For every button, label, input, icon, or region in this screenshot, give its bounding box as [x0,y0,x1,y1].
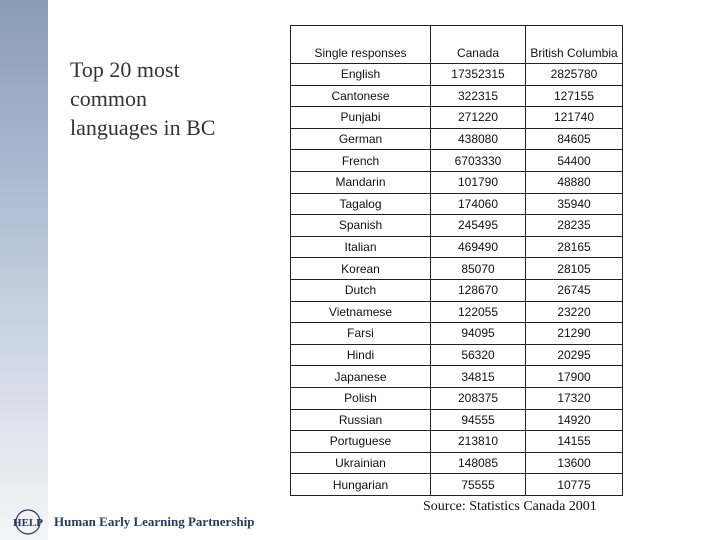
canada-count-cell: 94095 [431,323,526,345]
bc-count-cell: 28165 [526,236,623,258]
table-row [291,387,623,409]
bc-count-cell: 48880 [526,171,623,193]
canada-count-cell: 34815 [431,366,526,388]
canada-count-cell: 245495 [431,215,526,237]
table-row [291,323,623,345]
bc-count-cell: 35940 [526,193,623,215]
language-cell: Russian [291,409,431,431]
table-row [291,258,623,280]
canada-count-cell: 94555 [431,409,526,431]
bc-count-cell: 28105 [526,258,623,280]
bc-count-cell: 21290 [526,323,623,345]
table-row [291,215,623,237]
bc-count-cell: 84605 [526,128,623,150]
table-row [291,301,623,323]
table-row [291,128,623,150]
source-note: Source: Statistics Canada 2001 [423,499,597,514]
canada-count-cell: 75555 [431,474,526,496]
help-logo-icon [4,508,52,536]
canada-count-cell: 56320 [431,344,526,366]
canada-count-cell: 85070 [431,258,526,280]
table-row [291,236,623,258]
canada-count-cell: 101790 [431,171,526,193]
table-row [291,85,623,107]
canada-count-cell: 469490 [431,236,526,258]
language-cell: Hungarian [291,474,431,496]
canada-count-cell: 148085 [431,452,526,474]
bc-count-cell: 2825780 [526,64,623,86]
bc-count-cell: 17320 [526,387,623,409]
language-cell: Portuguese [291,431,431,453]
canada-count-cell: 174060 [431,193,526,215]
canada-count-cell: 6703330 [431,150,526,172]
canada-count-cell: 17352315 [431,64,526,86]
languages-table [290,25,623,496]
header-british-columbia: British Columbia [526,26,623,64]
table-body [291,64,623,496]
canada-count-cell: 438080 [431,128,526,150]
bc-count-cell: 127155 [526,85,623,107]
language-cell: Punjabi [291,107,431,129]
bc-count-cell: 54400 [526,150,623,172]
header-canada: Canada [431,26,526,64]
table-row [291,64,623,86]
bc-count-cell: 23220 [526,301,623,323]
language-cell: Tagalog [291,193,431,215]
bc-count-cell: 28235 [526,215,623,237]
bc-count-cell: 17900 [526,366,623,388]
language-cell: Ukrainian [291,452,431,474]
language-cell: Korean [291,258,431,280]
language-cell: Italian [291,236,431,258]
logo-text: HELP [13,517,43,529]
organization-name: Human Early Learning Partnership [54,514,255,529]
canada-count-cell: 128670 [431,279,526,301]
canada-count-cell: 213810 [431,431,526,453]
header-single-responses: Single responses [291,26,431,64]
table-row [291,279,623,301]
canada-count-cell: 122055 [431,301,526,323]
language-cell: Vietnamese [291,301,431,323]
bc-count-cell: 13600 [526,452,623,474]
table-row [291,409,623,431]
table-row [291,150,623,172]
slide-title: Top 20 most common languages in BC [70,57,216,140]
canada-count-cell: 322315 [431,85,526,107]
language-cell: French [291,150,431,172]
language-cell: German [291,128,431,150]
language-cell: Polish [291,387,431,409]
canada-count-cell: 208375 [431,387,526,409]
language-cell: Dutch [291,279,431,301]
bc-count-cell: 26745 [526,279,623,301]
language-cell: Japanese [291,366,431,388]
language-cell: Farsi [291,323,431,345]
canada-count-cell: 271220 [431,107,526,129]
table-row [291,344,623,366]
table-row [291,366,623,388]
bc-count-cell: 14920 [526,409,623,431]
language-cell: Hindi [291,344,431,366]
decorative-side-bar [0,0,48,540]
bc-count-cell: 20295 [526,344,623,366]
table-row [291,431,623,453]
language-cell: Mandarin [291,171,431,193]
table-row [291,171,623,193]
language-cell: Cantonese [291,85,431,107]
table-row [291,193,623,215]
table-row [291,107,623,129]
table-row [291,452,623,474]
table-header-row [291,26,623,64]
bc-count-cell: 10775 [526,474,623,496]
language-cell: English [291,64,431,86]
table-row [291,474,623,496]
bc-count-cell: 121740 [526,107,623,129]
bc-count-cell: 14155 [526,431,623,453]
language-cell: Spanish [291,215,431,237]
